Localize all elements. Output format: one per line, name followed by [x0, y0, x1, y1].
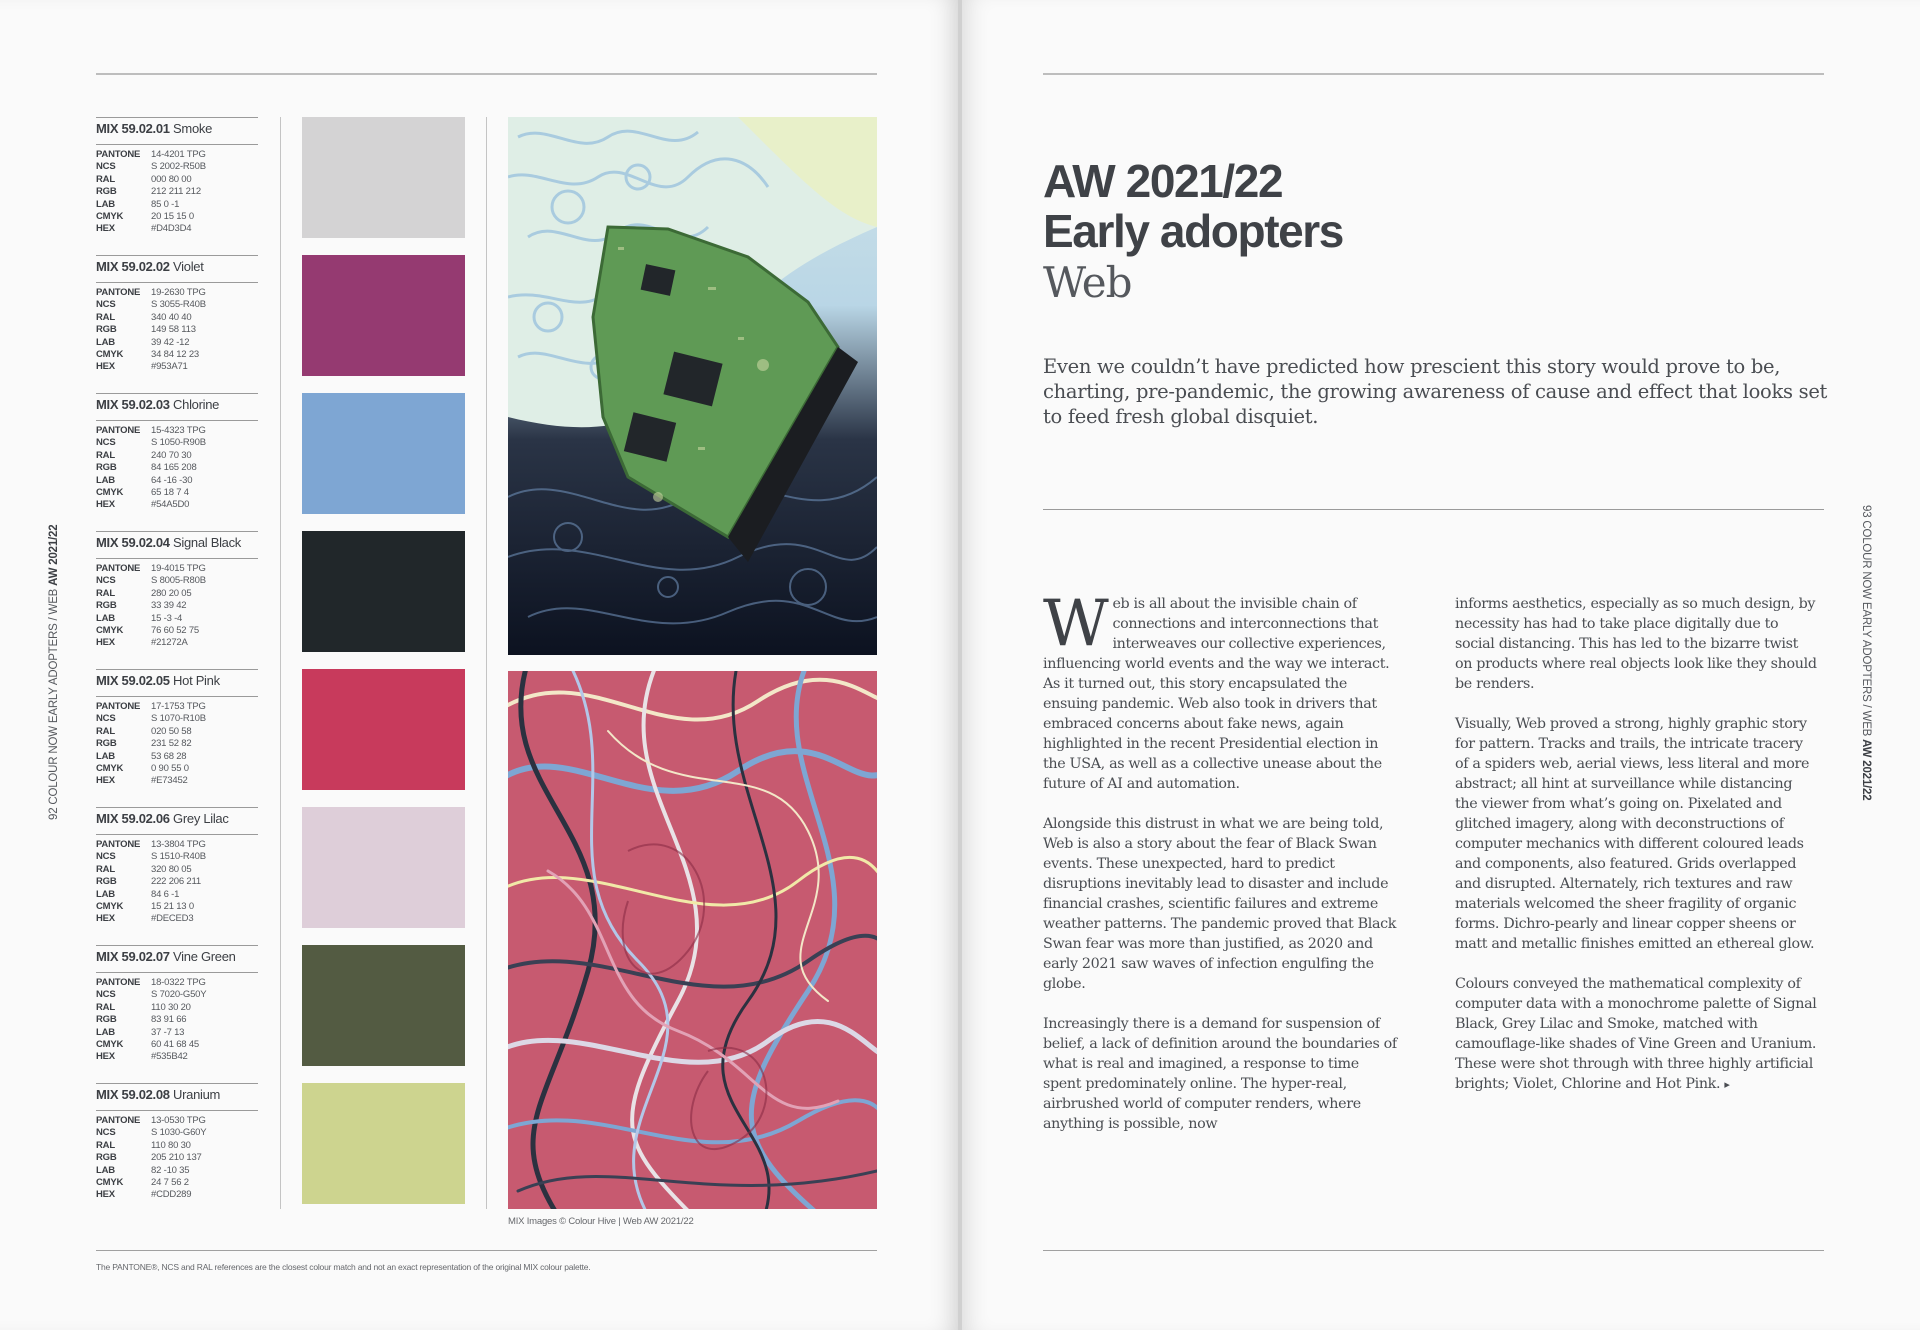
body-column-1 — [1043, 587, 1399, 1154]
colour-spec-heading — [96, 117, 258, 145]
spec-key: RAL — [96, 173, 115, 185]
top-rule-left — [96, 73, 877, 75]
spec-value: 76 60 52 75 — [151, 625, 199, 637]
colour-code: MIX 59.02.03 — [96, 397, 170, 412]
spec-value: S 1050-R90B — [151, 437, 206, 449]
spec-row — [96, 450, 258, 462]
spec-key: RGB — [96, 324, 117, 336]
colour-name: Chlorine — [173, 397, 220, 412]
spec-key: RGB — [96, 738, 117, 750]
spec-value: 15 -3 -4 — [151, 612, 183, 624]
spec-value: 18-0322 TPG — [151, 977, 206, 988]
spec-value: S 1510-R40B — [151, 851, 206, 863]
spec-row — [96, 199, 258, 211]
spec-row — [96, 701, 258, 713]
colour-swatch — [302, 807, 465, 928]
spec-key: NCS — [96, 989, 116, 1001]
spec-key: PANTONE — [96, 287, 141, 298]
colour-swatch — [302, 117, 465, 238]
spec-row — [96, 1189, 258, 1201]
spec-value: 280 20 05 — [151, 587, 192, 599]
spec-row — [96, 223, 258, 235]
colour-spec — [96, 669, 258, 788]
spec-key: RGB — [96, 876, 117, 888]
spec-key: HEX — [96, 1189, 115, 1201]
spec-value: 14-4201 TPG — [151, 149, 206, 160]
spec-key: RAL — [96, 725, 115, 737]
spec-row — [96, 876, 258, 888]
colour-name: Uranium — [173, 1087, 221, 1102]
colour-code: MIX 59.02.04 — [96, 535, 170, 550]
spec-value: S 1070-R10B — [151, 713, 206, 725]
spec-value: S 8005-R80B — [151, 575, 206, 587]
spec-value: 13-3804 TPG — [151, 839, 206, 850]
spec-key: LAB — [96, 1164, 115, 1176]
spec-row — [96, 1127, 258, 1139]
spec-key: NCS — [96, 851, 116, 863]
spec-key: HEX — [96, 913, 115, 925]
article-title — [1043, 156, 1343, 310]
spec-key: CMYK — [96, 1177, 124, 1189]
spec-value: 84 165 208 — [151, 462, 197, 474]
spec-row — [96, 600, 258, 612]
spec-row — [96, 563, 258, 575]
spec-value: 53 68 28 — [151, 750, 187, 762]
spec-row — [96, 211, 258, 223]
spec-row — [96, 613, 258, 625]
spec-value: S 7020-G50Y — [151, 989, 207, 1001]
spec-key: PANTONE — [96, 839, 141, 850]
colour-spec — [96, 531, 258, 650]
bottom-rule-left — [96, 1250, 877, 1251]
spec-value: 212 211 212 — [151, 186, 201, 198]
spec-row — [96, 1165, 258, 1177]
spec-value: #DECED3 — [151, 913, 194, 925]
spec-row — [96, 913, 258, 925]
colour-spec-heading — [96, 945, 258, 973]
spec-key: LAB — [96, 1026, 115, 1038]
colour-spec — [96, 945, 258, 1064]
spec-key: RGB — [96, 1152, 117, 1164]
body-paragraph — [1455, 974, 1817, 1095]
colour-swatch — [302, 1083, 465, 1204]
spec-value: 33 39 42 — [151, 600, 187, 612]
colour-spec — [96, 255, 258, 374]
colour-code: MIX 59.02.06 — [96, 811, 170, 826]
spec-key: LAB — [96, 750, 115, 762]
spec-value: #E73452 — [151, 775, 188, 787]
spec-row — [96, 324, 258, 336]
spec-value: 149 58 113 — [151, 324, 196, 336]
spec-row — [96, 499, 258, 511]
colour-swatch — [302, 393, 465, 514]
spec-row — [96, 738, 258, 750]
body-paragraph: Alongside this distrust in what we are being told, Web is also a story about the fear of Black Swan events. These unexpected, hard to predict disruptions inevitably lead to disaster and include financial crashes, scientific failures and extreme weather patterns. The pandemic proved that Black Swan fear was more than justified, as 2020 and early 2021 saw waves of infection engulfing the globe. — [1043, 816, 1397, 992]
column-divider — [486, 117, 487, 1209]
spec-key: CMYK — [96, 1039, 124, 1051]
spec-row — [96, 637, 258, 649]
spec-value: #535B42 — [151, 1051, 188, 1063]
spec-key: RAL — [96, 1001, 115, 1013]
spec-row — [96, 977, 258, 989]
spec-key: LAB — [96, 336, 115, 348]
spec-key: NCS — [96, 437, 116, 449]
spec-row — [96, 437, 258, 449]
spec-key: PANTONE — [96, 977, 141, 988]
spec-key: RGB — [96, 462, 117, 474]
spec-value: S 3055-R40B — [151, 299, 206, 311]
spec-row — [96, 575, 258, 587]
spec-row — [96, 1140, 258, 1152]
spec-row — [96, 839, 258, 851]
spec-row — [96, 588, 258, 600]
colour-name: Smoke — [173, 121, 213, 136]
spec-key: CMYK — [96, 763, 124, 775]
spec-key: CMYK — [96, 901, 124, 913]
colour-swatch — [302, 255, 465, 376]
spec-row — [96, 337, 258, 349]
spec-row — [96, 462, 258, 474]
colour-spec-heading — [96, 255, 258, 283]
spec-key: HEX — [96, 499, 115, 511]
spec-row — [96, 361, 258, 373]
spec-value: 83 91 66 — [151, 1014, 187, 1026]
spec-key: NCS — [96, 299, 116, 311]
column-divider — [280, 117, 281, 1209]
spec-key: HEX — [96, 1051, 115, 1063]
spec-value: 24 7 56 2 — [151, 1177, 189, 1189]
colour-spec-heading — [96, 1083, 258, 1111]
colour-spec-heading — [96, 669, 258, 697]
intro-paragraph: Even we couldn’t have predicted how prescient this story would prove to be, charting, pre-pandemic, the growing awareness of cause and effect that looks set to feed fresh global disquiet. — [1043, 355, 1828, 428]
spec-row — [96, 763, 258, 775]
spec-value: S 1030-G60Y — [151, 1127, 207, 1139]
spec-row — [96, 161, 258, 173]
spec-value: 34 84 12 23 — [151, 349, 199, 361]
spec-row — [96, 149, 258, 161]
marbled-wires-photo — [508, 671, 877, 1209]
spec-key: NCS — [96, 575, 116, 587]
spec-value: S 2002-R50B — [151, 161, 206, 173]
drop-cap: W — [1043, 587, 1109, 661]
spec-row — [96, 1002, 258, 1014]
title-story: Web — [1043, 258, 1132, 307]
spec-value: 64 -16 -30 — [151, 474, 193, 486]
folio-season: AW 2021/22 — [48, 524, 60, 586]
colour-code: MIX 59.02.02 — [96, 259, 170, 274]
spec-row — [96, 287, 258, 299]
colour-name: Violet — [173, 259, 204, 274]
spec-row — [96, 901, 258, 913]
spec-value: 231 52 82 — [151, 738, 192, 750]
spec-row — [96, 312, 258, 324]
paragraph-text: Colours conveyed the mathematical complexity of computer data with a monochrome palette of Signal Black, Grey Lilac and Smoke, matched with camouflage-like shades of Vine Green and Uranium. These were shot through with three highly artificial brights; Violet, Chlorine and Hot Pink. — [1455, 976, 1817, 1092]
spec-value: 19-2630 TPG — [151, 287, 206, 298]
photo-caption: MIX Images © Colour Hive | Web AW 2021/22 — [508, 1216, 694, 1227]
spec-value: 17-1753 TPG — [151, 701, 206, 712]
continue-arrow-icon: ▸ — [1724, 1078, 1730, 1091]
spec-key: PANTONE — [96, 563, 141, 574]
spec-row — [96, 1051, 258, 1063]
spec-key: LAB — [96, 474, 115, 486]
folio-text: 93 COLOUR NOW EARLY ADOPTERS / WEB — [1860, 505, 1872, 740]
body-paragraph: Visually, Web proved a strong, highly graphic story for pattern. Tracks and trails, the intricate tracery of a spiders web, aerial views, less literal and more abstract; all hint at surveillance while distancing the viewer from what’s going on. Pixelated and glitched imagery, along with deconstructions of computer mechanics with different coloured leads and components, also featured. Grids overlapped and disrupted. Alternately, rich textures and raw materials welcomed the sheer fragility of organic forms. Dichro-pearly and linear copper sheens or matt and metallic finishes emitted an ethereal glow. — [1455, 716, 1815, 952]
spec-value: 222 206 211 — [151, 876, 201, 888]
spec-key: PANTONE — [96, 425, 141, 436]
body-paragraph: Increasingly there is a demand for suspension of belief, a lack of definition around the boundaries of what is real and imagined, a response to time spent predominately online. The hyper-real, airbrushed world of computer renders, where anything is possible, now — [1043, 1016, 1397, 1132]
paragraph-text: eb is all about the invisible chain of connections and interconnections that interweaves our collective experiences, influencing world events and the way we interact. As it turned out, this story encapsulated the ensuing pandemic. Web also took in drivers that embraced concerns about fake news, again highlighted in the recent Presidential election in the USA, as well as a collective unease about the future of AI and automation. — [1043, 596, 1390, 792]
left-page — [0, 0, 958, 1330]
left-page-folio — [48, 525, 60, 820]
spec-value: 110 30 20 — [151, 1001, 191, 1013]
colour-name: Grey Lilac — [173, 811, 229, 826]
spec-value: 020 50 58 — [151, 725, 192, 737]
colour-swatch — [302, 669, 465, 790]
colour-spec — [96, 807, 258, 926]
spec-value: 60 41 68 45 — [151, 1039, 199, 1051]
spec-value: 0 90 55 0 — [151, 763, 189, 775]
colour-spec-heading — [96, 531, 258, 559]
colour-code: MIX 59.02.07 — [96, 949, 170, 964]
spec-key: RGB — [96, 600, 117, 612]
spec-key: LAB — [96, 612, 115, 624]
top-rule-right — [1043, 73, 1824, 75]
colour-code: MIX 59.02.05 — [96, 673, 170, 688]
spec-value: 39 42 -12 — [151, 336, 190, 348]
right-page-folio — [1860, 505, 1872, 800]
spec-key: NCS — [96, 1127, 116, 1139]
title-season: AW 2021/22 — [1043, 155, 1283, 207]
spec-value: 15 21 13 0 — [151, 901, 194, 913]
spec-row — [96, 487, 258, 499]
spec-row — [96, 989, 258, 1001]
spec-key: RAL — [96, 863, 115, 875]
colour-spec — [96, 117, 258, 236]
spec-key: CMYK — [96, 487, 124, 499]
spec-key: RAL — [96, 311, 115, 323]
spec-row — [96, 349, 258, 361]
spec-key: LAB — [96, 198, 115, 210]
colour-spec — [96, 1083, 258, 1202]
spec-value: 85 0 -1 — [151, 198, 180, 210]
spec-value: 20 15 15 0 — [151, 211, 194, 223]
spec-row — [96, 299, 258, 311]
spec-row — [96, 625, 258, 637]
spec-row — [96, 889, 258, 901]
spec-value: 110 80 30 — [151, 1139, 191, 1151]
spec-key: PANTONE — [96, 149, 141, 160]
spec-key: LAB — [96, 888, 115, 900]
colour-name: Vine Green — [173, 949, 236, 964]
spec-row — [96, 1152, 258, 1164]
spec-value: 13-0530 TPG — [151, 1115, 206, 1126]
spec-row — [96, 751, 258, 763]
spec-row — [96, 775, 258, 787]
spec-row — [96, 1014, 258, 1026]
body-column-2 — [1455, 594, 1817, 1115]
spec-row — [96, 186, 258, 198]
colour-name: Hot Pink — [173, 673, 220, 688]
spec-row — [96, 1039, 258, 1051]
spec-row — [96, 425, 258, 437]
spec-key: PANTONE — [96, 701, 141, 712]
bottom-rule-right — [1043, 1250, 1824, 1251]
colour-swatch — [302, 531, 465, 652]
spec-key: RAL — [96, 587, 115, 599]
spec-row — [96, 713, 258, 725]
spec-row — [96, 1115, 258, 1127]
spec-key: PANTONE — [96, 1115, 141, 1126]
colour-code: MIX 59.02.01 — [96, 121, 170, 136]
spec-key: HEX — [96, 361, 115, 373]
spec-key: NCS — [96, 713, 116, 725]
spec-key: HEX — [96, 775, 115, 787]
folio-text: 92 COLOUR NOW EARLY ADOPTERS / WEB — [48, 585, 60, 820]
spec-value: #CDD289 — [151, 1189, 192, 1201]
spec-value: #21272A — [151, 637, 188, 649]
spec-value: 37 -7 13 — [151, 1026, 185, 1038]
spec-key: CMYK — [96, 349, 124, 361]
colour-spec-heading — [96, 807, 258, 835]
body-paragraph: informs aesthetics, especially as so much design, by necessity has had to take place digitally due to social distancing. This has led to the bizarre twist on products where real objects look like they should be renders. — [1455, 596, 1817, 692]
spec-value: 320 80 05 — [151, 863, 192, 875]
colour-code: MIX 59.02.08 — [96, 1087, 170, 1102]
spec-row — [96, 174, 258, 186]
spec-value: #953A71 — [151, 361, 188, 373]
spec-key: CMYK — [96, 625, 124, 637]
spec-key: RAL — [96, 1139, 115, 1151]
colour-name: Signal Black — [173, 535, 241, 550]
spec-row — [96, 851, 258, 863]
spec-value: 84 6 -1 — [151, 888, 180, 900]
spec-key: RAL — [96, 449, 115, 461]
footnote: The PANTONE®, NCS and RAL references are the closest colour match and not an exact representation of the original MIX colour palette. — [96, 1262, 591, 1272]
spec-value: 82 -10 35 — [151, 1164, 190, 1176]
spec-key: RGB — [96, 186, 117, 198]
spec-row — [96, 864, 258, 876]
spec-key: NCS — [96, 161, 116, 173]
intro-divider — [1043, 509, 1824, 510]
spec-value: 000 80 00 — [151, 173, 192, 185]
spec-value: 65 18 7 4 — [151, 487, 189, 499]
body-paragraph — [1043, 587, 1399, 794]
title-section: Early adopters — [1043, 205, 1343, 257]
spec-row — [96, 726, 258, 738]
spec-value: #54A5D0 — [151, 499, 190, 511]
spec-value: #D4D3D4 — [151, 223, 192, 235]
spec-value: 19-4015 TPG — [151, 563, 206, 574]
colour-swatch — [302, 945, 465, 1066]
spec-key: CMYK — [96, 211, 124, 223]
spec-row — [96, 1177, 258, 1189]
colour-spec — [96, 393, 258, 512]
spec-key: RGB — [96, 1014, 117, 1026]
colour-spec-heading — [96, 393, 258, 421]
spec-value: 205 210 137 — [151, 1152, 202, 1164]
spec-value: 240 70 30 — [151, 449, 192, 461]
circuit-board-photo — [508, 117, 877, 655]
spec-value: 15-4323 TPG — [151, 425, 206, 436]
spec-key: HEX — [96, 637, 115, 649]
spec-row — [96, 475, 258, 487]
spec-key: HEX — [96, 223, 115, 235]
spec-value: 340 40 40 — [151, 311, 192, 323]
spec-row — [96, 1027, 258, 1039]
folio-season: AW 2021/22 — [1860, 739, 1872, 801]
